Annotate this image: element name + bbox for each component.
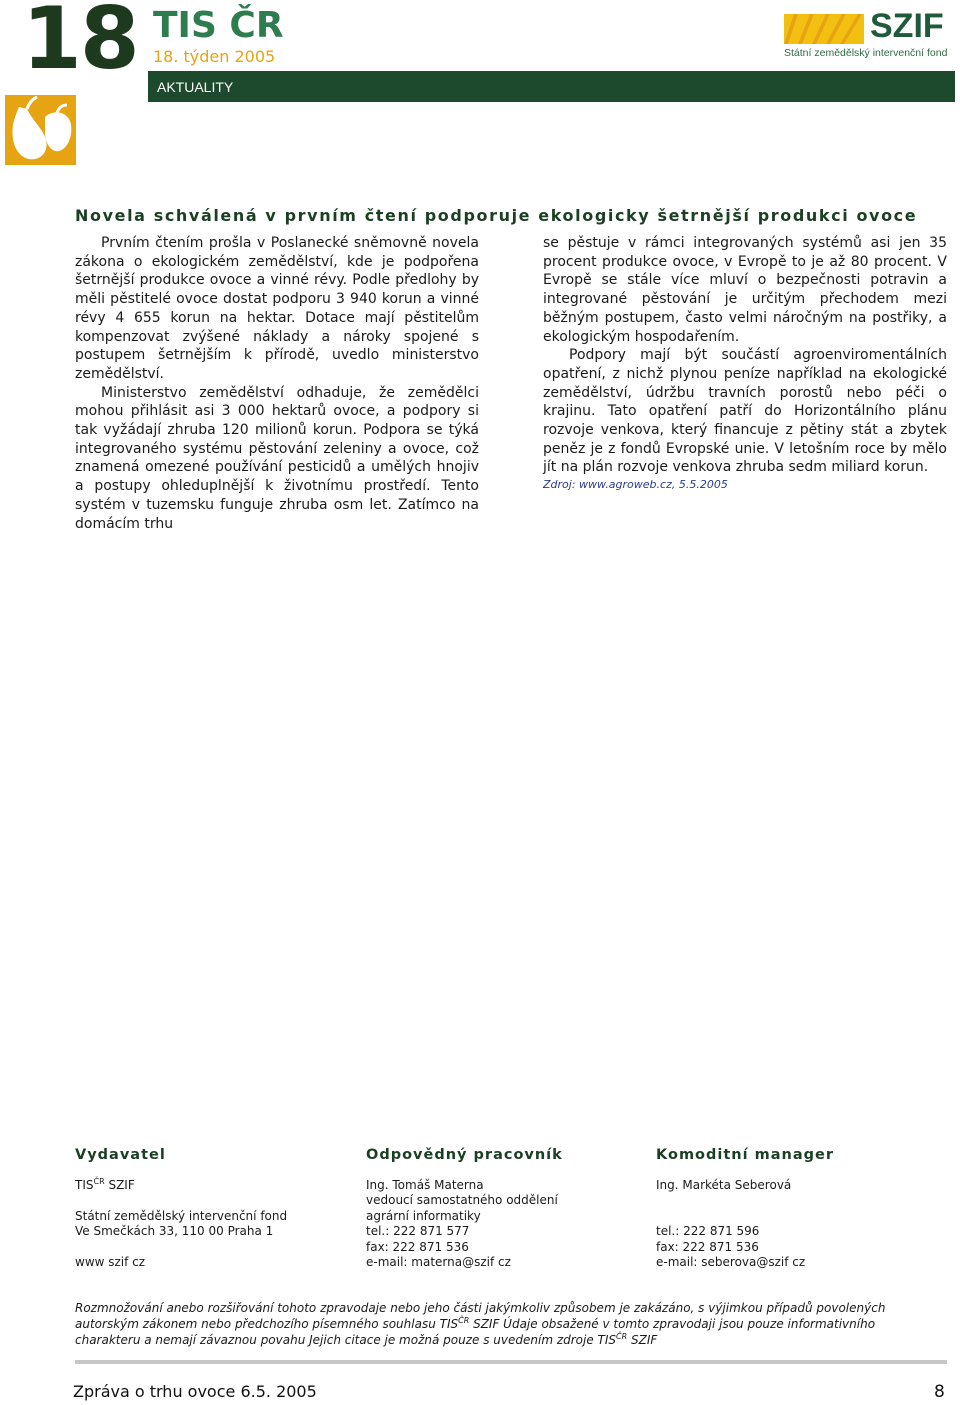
szif-name: SZIF bbox=[870, 7, 944, 45]
manager-name: Ing. Markéta Seberová bbox=[656, 1178, 792, 1192]
disclaimer-line: Rozmnožování anebo rozšiřování tohoto zpravodaje nebo jeho části jakýmkoliv způsobem je zakázáno, s výjimkou případů povolených bbox=[75, 1301, 886, 1315]
header-bar bbox=[148, 71, 955, 102]
responsible-name: Ing. Tomáš Materna bbox=[366, 1178, 484, 1192]
manager-heading: Komoditní manager bbox=[656, 1147, 835, 1163]
page-number: 8 bbox=[934, 1382, 945, 1402]
manager-email-link[interactable]: e-mail: seberova@szif cz bbox=[656, 1255, 806, 1269]
week-label: 18. týden 2005 bbox=[153, 47, 276, 66]
disclaimer-line: autorským zákonem nebo předchozího písemného souhlasu $TIS^{ČR}$ SZIF Údaje obsažené v tomto zpravodaji jsou pouze informativního bbox=[75, 1316, 876, 1331]
footer-divider bbox=[75, 1360, 947, 1364]
publisher-web-link[interactable]: www szif cz bbox=[75, 1255, 146, 1269]
publisher-org: Státní zemědělský intervenční fond bbox=[75, 1209, 288, 1223]
responsible-role: vedoucí samostatného oddělení bbox=[366, 1193, 558, 1207]
article-paragraph: Prvním čtením prošla v Poslanecké sněmovně novela zákona o ekologickém zemědělství, kde je podpořena šetrnější produkce ovoce a vinné révy. Podle předlohy by měli pěstitelé ovoce dostat podporu 3 940 korun a vinné révy 4 655 korun na hektar. Dotace mají pěstitelům kompenzovat zvýšené náklady a nároky spojené s postupem šetrnějším k přírodě, uvedlo ministerstvo zemědělství. bbox=[75, 235, 479, 382]
fruit-logo-icon bbox=[5, 95, 76, 165]
responsible-fax: fax: 222 871 536 bbox=[366, 1240, 469, 1254]
article-paragraph: Ministerstvo zemědělství odhaduje, že zemědělci mohou přihlásit asi 3 000 hektarů ovoce, a podpory si tak vyžádají zhruba 120 milionů korun. Podpora se týká integrovaného systému pěstování zeleniny a ovoce, což znamená omezené používání pesticidů a umělých hnojiv a postupy ohleduplnější k životnímu prostředí. Tento systém v tuzemsku funguje zhruba osm let. Zatímco na domácím trhu bbox=[75, 384, 479, 532]
disclaimer-line: charakteru a nemají závaznou povahu Jejich citace je možná pouze s uvedením zdroje $TIS^{ČR}$ SZIF bbox=[75, 1332, 658, 1347]
brand-title: TIS ČR bbox=[153, 5, 284, 46]
manager-tel: tel.: 222 871 596 bbox=[656, 1224, 760, 1238]
footer-report-title: Zpráva o trhu ovoce 6.5. 2005 bbox=[73, 1382, 317, 1401]
publisher-address: Ve Smečkách 33, 110 00 Praha 1 bbox=[75, 1224, 274, 1238]
responsible-email-link[interactable]: e-mail: materna@szif cz bbox=[366, 1255, 511, 1269]
article-paragraph: Podpory mají být součástí agroenviromentálních opatření, z nichž plynou peníze například na ekologické zemědělství, údržbu travních porostů nebo péči o krajinu. Tato opatření patří do Horizontálního plánu rozvoje venkova, který financuje z pětiny stát a zbytek peněz je z fondů Evropské unie. V letošním roce by mělo jít na plán rozvoje venkova zhruba sedm miliard korun. bbox=[543, 347, 947, 476]
article-right-column bbox=[543, 234, 947, 493]
section-label: AKTUALITY bbox=[157, 79, 234, 95]
article-title: Novela schválená v prvním čtení podporuje ekologicky šetrnější produkci ovoce bbox=[75, 206, 918, 225]
responsible-role: agrární informatiky bbox=[366, 1209, 481, 1223]
responsible-tel: tel.: 222 871 577 bbox=[366, 1224, 470, 1238]
publisher-heading: Vydavatel bbox=[75, 1147, 166, 1163]
issue-number: 18 bbox=[22, 0, 138, 89]
publisher-brand: $TIS^{ČR}$ SZIF bbox=[75, 1177, 135, 1192]
article-source: Zdroj: www.agroweb.cz, 5.5.2005 bbox=[543, 478, 728, 492]
article-paragraph: se pěstuje v rámci integrovaných systémů asi jen 35 procent produkce ovoce, v Evropě to je až 80 procent. V Evropě se stále více mluví o bezpečnosti potravin a integrované pěstování je určitým přechodem mezi běžným postupem, často velmi náročným na postřiky, a ekologickým hospodařením. bbox=[543, 235, 947, 345]
manager-fax: fax: 222 871 536 bbox=[656, 1240, 759, 1254]
article-left-column bbox=[75, 234, 479, 533]
szif-full-name: Státní zemědělský intervenční fond bbox=[784, 47, 948, 59]
responsible-heading: Odpovědný pracovník bbox=[366, 1147, 563, 1163]
copyright-disclaimer bbox=[75, 1300, 950, 1348]
